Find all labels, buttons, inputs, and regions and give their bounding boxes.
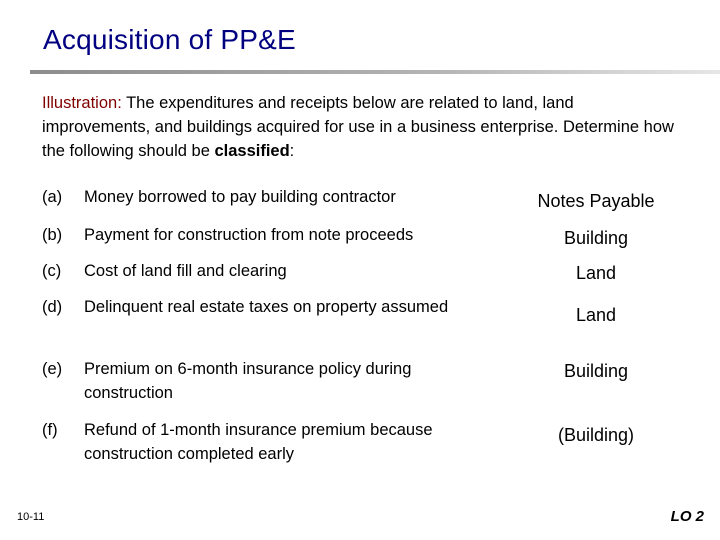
answer-a: Notes Payable <box>537 191 655 211</box>
item-description: Money borrowed to pay building contractor <box>84 188 396 206</box>
answer-c: Land <box>575 263 617 283</box>
item-letter: (d) <box>42 298 63 316</box>
item-description: Payment for construction from note proceeds <box>84 226 414 244</box>
item-description: Cost of land fill and clearing <box>84 262 287 280</box>
item-b <box>42 223 502 247</box>
illustration-intro <box>42 91 682 163</box>
illustration-end: : <box>289 142 295 160</box>
learning-objective: LO 2 <box>670 508 704 525</box>
item-e <box>42 357 502 405</box>
item-description: Delinquent real estate taxes on property assumed <box>84 298 449 316</box>
item-letter: (a) <box>42 188 63 206</box>
item-letter: (b) <box>42 226 63 244</box>
item-letter: (e) <box>42 360 63 378</box>
item-letter: (c) <box>42 262 62 280</box>
classified-emphasis: classified <box>214 142 290 160</box>
slide-title: Acquisition of PP&E <box>43 24 296 55</box>
title-divider <box>30 70 720 74</box>
page-number: 10-11 <box>17 511 45 523</box>
item-description: Premium on 6-month insurance policy during construction <box>84 360 412 402</box>
item-d <box>42 295 502 319</box>
item-c <box>42 259 502 283</box>
item-a <box>42 185 502 209</box>
item-description: Refund of 1-month insurance premium because construction completed early <box>84 421 433 463</box>
item-f <box>42 418 502 466</box>
answer-f: (Building) <box>557 425 635 445</box>
answer-e: Building <box>563 361 629 381</box>
answer-d: Land <box>575 305 617 325</box>
illustration-text: The expenditures and receipts below are related to land, land improvements, and buildings acquired for use in a business enterprise. Determine how the following should be <box>42 94 674 160</box>
illustration-label: Illustration: <box>42 94 122 112</box>
answer-b: Building <box>563 228 629 248</box>
item-letter: (f) <box>42 421 58 439</box>
